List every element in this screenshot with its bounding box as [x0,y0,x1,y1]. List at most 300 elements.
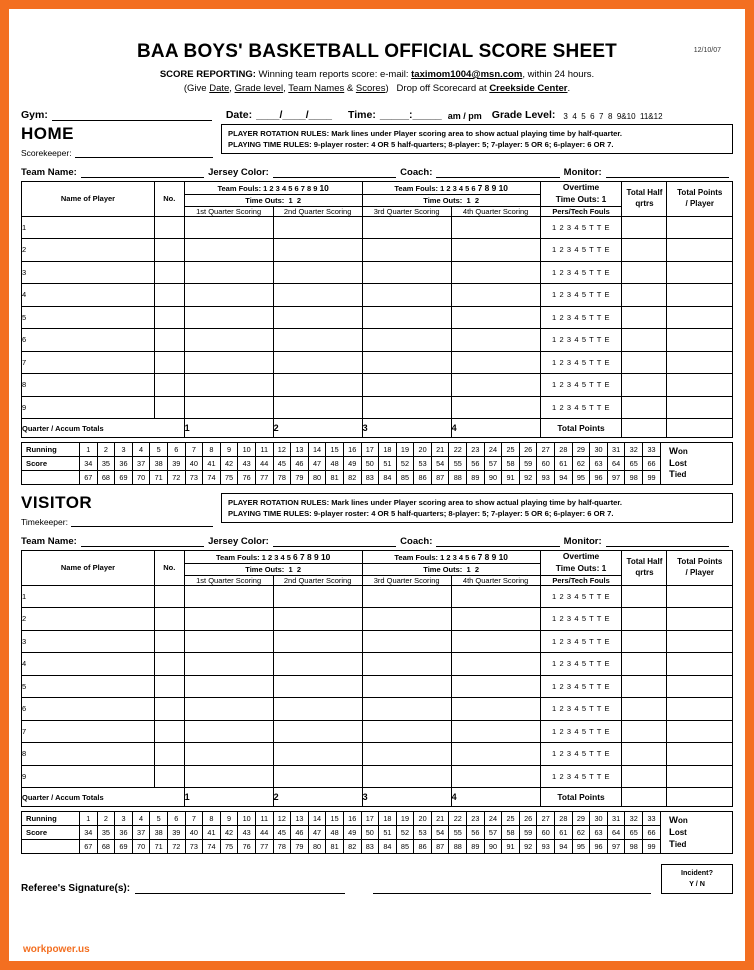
home-q3-cell[interactable] [362,261,451,284]
run-cell[interactable]: 42 [220,457,238,471]
run-cell[interactable]: 86 [414,471,432,485]
run-cell[interactable]: 18 [379,443,397,457]
visitor-result-won[interactable]: Won [669,814,688,826]
run-cell[interactable]: 81 [326,471,344,485]
visitor-q2-cell[interactable] [273,585,362,608]
run-cell[interactable]: 96 [590,471,608,485]
run-cell[interactable]: 88 [449,840,467,854]
visitor-result-box[interactable] [661,811,733,854]
run-cell[interactable]: 55 [449,457,467,471]
visitor-total-half-cell[interactable] [622,765,667,788]
home-footer-points-cell[interactable] [667,419,733,438]
home-player-no[interactable] [154,284,184,307]
visitor-total-half-cell[interactable] [622,630,667,653]
visitor-q2-cell[interactable] [273,653,362,676]
visitor-player-no[interactable] [154,585,184,608]
run-cell[interactable]: 57 [484,457,502,471]
run-cell[interactable]: 80 [308,840,326,854]
home-jersey-input[interactable] [273,165,396,178]
run-cell[interactable]: 75 [220,840,238,854]
run-cell[interactable]: 99 [643,471,661,485]
run-cell[interactable]: 45 [273,457,291,471]
home-total-half-cell[interactable] [622,374,667,397]
run-cell[interactable]: 16 [343,443,361,457]
home-accum-3[interactable]: 3 [362,419,451,438]
home-q2-cell[interactable] [273,329,362,352]
home-total-points-cell[interactable] [667,374,733,397]
visitor-jersey-input[interactable] [273,534,396,547]
run-cell[interactable]: 35 [97,457,115,471]
visitor-q2-cell[interactable] [273,765,362,788]
run-cell[interactable]: 85 [396,840,414,854]
run-cell[interactable]: 1 [80,443,98,457]
run-cell[interactable]: 4 [132,812,150,826]
home-q1-cell[interactable] [184,374,273,397]
run-cell[interactable]: 88 [449,471,467,485]
run-cell[interactable]: 69 [115,471,133,485]
run-cell[interactable]: 34 [80,826,98,840]
run-cell[interactable]: 32 [625,812,643,826]
visitor-total-half-cell[interactable] [622,698,667,721]
run-cell[interactable]: 83 [361,840,379,854]
visitor-q1-cell[interactable] [184,765,273,788]
run-cell[interactable]: 16 [343,812,361,826]
home-foul-marks[interactable]: 1 2 3 4 5 T T E [540,396,622,419]
run-cell[interactable]: 22 [449,812,467,826]
run-cell[interactable]: 24 [484,812,502,826]
visitor-q4-cell[interactable] [451,608,540,631]
run-cell[interactable]: 77 [255,840,273,854]
run-cell[interactable]: 53 [414,826,432,840]
home-q3-cell[interactable] [362,284,451,307]
run-cell[interactable]: 73 [185,471,203,485]
run-cell[interactable]: 72 [167,840,185,854]
visitor-q3-cell[interactable] [362,675,451,698]
visitor-player-no[interactable] [154,765,184,788]
run-cell[interactable]: 10 [238,812,256,826]
visitor-q1-cell[interactable] [184,585,273,608]
home-q3-cell[interactable] [362,396,451,419]
run-cell[interactable]: 25 [502,443,520,457]
home-accum-2[interactable]: 2 [273,419,362,438]
home-q3-cell[interactable] [362,351,451,374]
run-cell[interactable]: 99 [643,840,661,854]
run-cell[interactable]: 79 [291,471,309,485]
run-cell[interactable]: 44 [255,826,273,840]
visitor-player-no[interactable] [154,630,184,653]
run-cell[interactable]: 19 [396,812,414,826]
visitor-player-no[interactable] [154,743,184,766]
home-player-no[interactable] [154,351,184,374]
run-cell[interactable]: 84 [379,840,397,854]
home-foul-marks[interactable]: 1 2 3 4 5 T T E [540,239,622,262]
run-cell[interactable]: 13 [291,443,309,457]
visitor-q4-cell[interactable] [451,698,540,721]
run-cell[interactable]: 68 [97,471,115,485]
visitor-q1-cell[interactable] [184,630,273,653]
run-cell[interactable]: 46 [291,826,309,840]
home-time-outs-1[interactable]: Time Outs: 1 2 [184,194,362,206]
home-q1-cell[interactable] [184,396,273,419]
run-cell[interactable]: 47 [308,457,326,471]
home-q3-cell[interactable] [362,239,451,262]
run-cell[interactable]: 37 [132,826,150,840]
run-cell[interactable]: 73 [185,840,203,854]
home-coach-input[interactable] [436,165,559,178]
home-monitor-input[interactable] [606,165,729,178]
run-cell[interactable]: 57 [484,826,502,840]
run-cell[interactable]: 51 [379,826,397,840]
run-cell[interactable]: 18 [379,812,397,826]
home-q3-cell[interactable] [362,306,451,329]
visitor-accum-3[interactable]: 3 [362,788,451,807]
run-cell[interactable]: 61 [555,457,573,471]
run-cell[interactable]: 11 [255,443,273,457]
visitor-q3-cell[interactable] [362,653,451,676]
score-reporting-email[interactable]: taximom1004@msn.com [411,69,523,80]
run-cell[interactable]: 42 [220,826,238,840]
run-cell[interactable]: 82 [343,471,361,485]
run-cell[interactable]: 85 [396,471,414,485]
home-q4-cell[interactable] [451,239,540,262]
run-cell[interactable]: 76 [238,840,256,854]
run-cell[interactable]: 52 [396,826,414,840]
visitor-total-points-cell[interactable] [667,630,733,653]
run-cell[interactable]: 91 [502,840,520,854]
run-cell[interactable]: 2 [97,443,115,457]
run-cell[interactable]: 96 [590,840,608,854]
home-q4-cell[interactable] [451,329,540,352]
home-total-half-cell[interactable] [622,216,667,239]
visitor-q1-cell[interactable] [184,608,273,631]
run-cell[interactable]: 36 [115,457,133,471]
run-cell[interactable]: 30 [590,812,608,826]
home-accum-4[interactable]: 4 [451,419,540,438]
run-cell[interactable]: 7 [185,812,203,826]
visitor-player-no[interactable] [154,675,184,698]
run-cell[interactable]: 92 [519,471,537,485]
gym-input[interactable] [52,108,212,121]
home-team-name-input[interactable] [81,165,204,178]
run-cell[interactable]: 54 [431,826,449,840]
visitor-q1-cell[interactable] [184,675,273,698]
visitor-q1-cell[interactable] [184,720,273,743]
visitor-total-points-cell[interactable] [667,675,733,698]
visitor-total-half-cell[interactable] [622,720,667,743]
run-cell[interactable]: 6 [167,443,185,457]
run-cell[interactable]: 95 [572,471,590,485]
visitor-total-half-cell[interactable] [622,585,667,608]
visitor-q3-cell[interactable] [362,698,451,721]
home-total-points-cell[interactable] [667,351,733,374]
visitor-total-points-cell[interactable] [667,585,733,608]
visitor-total-points-cell[interactable] [667,653,733,676]
visitor-player-no[interactable] [154,698,184,721]
visitor-total-points-cell[interactable] [667,765,733,788]
home-total-half-cell[interactable] [622,396,667,419]
visitor-total-half-cell[interactable] [622,743,667,766]
run-cell[interactable]: 83 [361,471,379,485]
home-player-no[interactable] [154,216,184,239]
home-result-won[interactable]: Won [669,445,688,457]
visitor-accum-4[interactable]: 4 [451,788,540,807]
home-foul-marks[interactable]: 1 2 3 4 5 T T E [540,284,622,307]
home-q4-cell[interactable] [451,261,540,284]
visitor-total-points-cell[interactable] [667,698,733,721]
run-cell[interactable]: 29 [572,443,590,457]
run-cell[interactable]: 8 [203,812,221,826]
visitor-q3-cell[interactable] [362,743,451,766]
run-cell[interactable]: 74 [203,471,221,485]
visitor-player-no[interactable] [154,608,184,631]
home-foul-marks[interactable]: 1 2 3 4 5 T T E [540,351,622,374]
run-cell[interactable]: 58 [502,826,520,840]
home-total-points-cell[interactable] [667,329,733,352]
visitor-q2-cell[interactable] [273,698,362,721]
home-accum-1[interactable]: 1 [184,419,273,438]
run-cell[interactable]: 43 [238,457,256,471]
run-cell[interactable]: 80 [308,471,326,485]
run-cell[interactable]: 28 [555,812,573,826]
run-cell[interactable]: 75 [220,471,238,485]
visitor-q4-cell[interactable] [451,630,540,653]
visitor-foul-marks[interactable]: 1 2 3 4 5 T T E [540,675,622,698]
run-cell[interactable]: 59 [519,826,537,840]
home-total-points-cell[interactable] [667,306,733,329]
visitor-total-points-cell[interactable] [667,608,733,631]
run-cell[interactable]: 63 [590,826,608,840]
run-cell[interactable]: 62 [572,826,590,840]
run-cell[interactable]: 26 [519,443,537,457]
run-cell[interactable]: 26 [519,812,537,826]
home-total-half-cell[interactable] [622,284,667,307]
visitor-total-points-cell[interactable] [667,743,733,766]
run-cell[interactable]: 71 [150,471,168,485]
run-cell[interactable]: 24 [484,443,502,457]
visitor-q4-cell[interactable] [451,743,540,766]
run-cell[interactable]: 27 [537,812,555,826]
home-q4-cell[interactable] [451,284,540,307]
home-team-fouls-1[interactable]: Team Fouls: 1 2 3 4 5 6 7 8 9 10 [184,182,362,195]
visitor-total-half-cell[interactable] [622,608,667,631]
visitor-q3-cell[interactable] [362,765,451,788]
run-cell[interactable]: 60 [537,826,555,840]
run-cell[interactable]: 66 [643,457,661,471]
grade-8[interactable]: 8 [607,112,613,121]
visitor-footer-half-cell[interactable] [622,788,667,807]
visitor-q4-cell[interactable] [451,585,540,608]
home-player-no[interactable] [154,374,184,397]
run-cell[interactable]: 8 [203,443,221,457]
run-cell[interactable]: 50 [361,826,379,840]
run-cell[interactable]: 64 [607,826,625,840]
home-team-fouls-2[interactable]: Team Fouls: 1 2 3 4 5 6 7 8 9 10 [362,182,540,195]
home-q3-cell[interactable] [362,216,451,239]
home-total-points-cell[interactable] [667,261,733,284]
run-cell[interactable]: 64 [607,457,625,471]
run-cell[interactable]: 53 [414,457,432,471]
run-cell[interactable]: 76 [238,471,256,485]
home-foul-marks[interactable]: 1 2 3 4 5 T T E [540,374,622,397]
run-cell[interactable]: 21 [431,443,449,457]
visitor-foul-marks[interactable]: 1 2 3 4 5 T T E [540,765,622,788]
run-cell[interactable]: 17 [361,443,379,457]
run-cell[interactable]: 97 [607,471,625,485]
home-total-points-cell[interactable] [667,396,733,419]
incident-yn[interactable]: Y / N [689,878,705,888]
visitor-team-fouls-1[interactable]: Team Fouls: 1 2 3 4 5 6 7 8 9 10 [184,551,362,564]
run-cell[interactable]: 87 [431,471,449,485]
visitor-monitor-input[interactable] [606,534,729,547]
visitor-total-half-cell[interactable] [622,653,667,676]
run-cell[interactable]: 84 [379,471,397,485]
run-cell[interactable]: 45 [273,826,291,840]
home-total-half-cell[interactable] [622,261,667,284]
home-q2-cell[interactable] [273,216,362,239]
run-cell[interactable]: 9 [220,443,238,457]
run-cell[interactable]: 31 [607,812,625,826]
run-cell[interactable]: 2 [97,812,115,826]
home-overtime-box[interactable] [540,182,622,207]
run-cell[interactable]: 28 [555,443,573,457]
run-cell[interactable]: 67 [80,840,98,854]
run-cell[interactable]: 97 [607,840,625,854]
run-cell[interactable]: 12 [273,443,291,457]
run-cell[interactable]: 14 [308,812,326,826]
grade-9-10[interactable]: 9&10 [616,112,636,121]
home-total-points-cell[interactable] [667,284,733,307]
run-cell[interactable]: 98 [625,471,643,485]
run-cell[interactable]: 33 [643,812,661,826]
grade-4[interactable]: 4 [572,112,577,121]
visitor-q3-cell[interactable] [362,608,451,631]
home-q2-cell[interactable] [273,306,362,329]
run-cell[interactable]: 74 [203,840,221,854]
run-cell[interactable]: 52 [396,457,414,471]
run-cell[interactable]: 89 [467,840,485,854]
home-total-half-cell[interactable] [622,239,667,262]
run-cell[interactable]: 4 [132,443,150,457]
run-cell[interactable]: 71 [150,840,168,854]
visitor-overtime-box[interactable] [540,551,622,576]
run-cell[interactable]: 39 [167,457,185,471]
run-cell[interactable]: 82 [343,840,361,854]
run-cell[interactable]: 1 [80,812,98,826]
visitor-q4-cell[interactable] [451,653,540,676]
visitor-q3-cell[interactable] [362,585,451,608]
visitor-accum-2[interactable]: 2 [273,788,362,807]
time-input[interactable]: _____:_____ [379,109,442,121]
incident-box[interactable] [661,864,733,894]
run-cell[interactable]: 90 [484,840,502,854]
run-cell[interactable]: 20 [414,443,432,457]
home-time-outs-2[interactable]: Time Outs: 1 2 [362,194,540,206]
home-player-no[interactable] [154,239,184,262]
referee-signature-input-1[interactable] [135,880,345,894]
home-foul-marks[interactable]: 1 2 3 4 5 T T E [540,306,622,329]
home-q4-cell[interactable] [451,374,540,397]
visitor-accum-1[interactable]: 1 [184,788,273,807]
run-cell[interactable]: 87 [431,840,449,854]
run-cell[interactable]: 11 [255,812,273,826]
run-cell[interactable]: 43 [238,826,256,840]
run-cell[interactable]: 63 [590,457,608,471]
home-footer-half-cell[interactable] [622,419,667,438]
run-cell[interactable]: 90 [484,471,502,485]
home-player-no[interactable] [154,329,184,352]
run-cell[interactable]: 31 [607,443,625,457]
visitor-total-points-cell[interactable] [667,720,733,743]
run-cell[interactable]: 79 [291,840,309,854]
home-q2-cell[interactable] [273,351,362,374]
run-cell[interactable]: 5 [150,812,168,826]
run-cell[interactable]: 14 [308,443,326,457]
run-cell[interactable]: 49 [343,457,361,471]
home-q4-cell[interactable] [451,396,540,419]
run-cell[interactable]: 5 [150,443,168,457]
home-result-lost[interactable]: Lost [669,457,687,469]
run-cell[interactable]: 70 [132,840,150,854]
home-player-no[interactable] [154,261,184,284]
home-q4-cell[interactable] [451,216,540,239]
run-cell[interactable]: 56 [467,826,485,840]
visitor-q2-cell[interactable] [273,630,362,653]
timekeeper-input[interactable] [71,515,213,527]
visitor-result-lost[interactable]: Lost [669,826,687,838]
run-cell[interactable]: 13 [291,812,309,826]
run-cell[interactable]: 19 [396,443,414,457]
visitor-q3-cell[interactable] [362,720,451,743]
run-cell[interactable]: 69 [115,840,133,854]
run-cell[interactable]: 91 [502,471,520,485]
run-cell[interactable]: 41 [203,826,221,840]
run-cell[interactable]: 68 [97,840,115,854]
run-cell[interactable]: 86 [414,840,432,854]
home-player-no[interactable] [154,396,184,419]
run-cell[interactable]: 47 [308,826,326,840]
run-cell[interactable]: 98 [625,840,643,854]
home-q3-cell[interactable] [362,329,451,352]
run-cell[interactable]: 54 [431,457,449,471]
run-cell[interactable]: 21 [431,812,449,826]
visitor-foul-marks[interactable]: 1 2 3 4 5 T T E [540,653,622,676]
visitor-time-outs-2[interactable]: Time Outs: 1 2 [362,563,540,575]
visitor-q2-cell[interactable] [273,720,362,743]
visitor-q1-cell[interactable] [184,743,273,766]
run-cell[interactable]: 78 [273,471,291,485]
run-cell[interactable]: 10 [238,443,256,457]
run-cell[interactable]: 65 [625,457,643,471]
home-total-half-cell[interactable] [622,351,667,374]
run-cell[interactable]: 9 [220,812,238,826]
run-cell[interactable]: 55 [449,826,467,840]
run-cell[interactable]: 12 [273,812,291,826]
run-cell[interactable]: 94 [555,840,573,854]
run-cell[interactable]: 81 [326,840,344,854]
run-cell[interactable]: 36 [115,826,133,840]
run-cell[interactable]: 22 [449,443,467,457]
home-q3-cell[interactable] [362,374,451,397]
home-total-half-cell[interactable] [622,329,667,352]
home-total-points-cell[interactable] [667,239,733,262]
grade-7[interactable]: 7 [599,112,604,121]
run-cell[interactable]: 93 [537,471,555,485]
visitor-player-no[interactable] [154,720,184,743]
run-cell[interactable]: 6 [167,812,185,826]
run-cell[interactable]: 58 [502,457,520,471]
run-cell[interactable]: 78 [273,840,291,854]
visitor-foul-marks[interactable]: 1 2 3 4 5 T T E [540,585,622,608]
